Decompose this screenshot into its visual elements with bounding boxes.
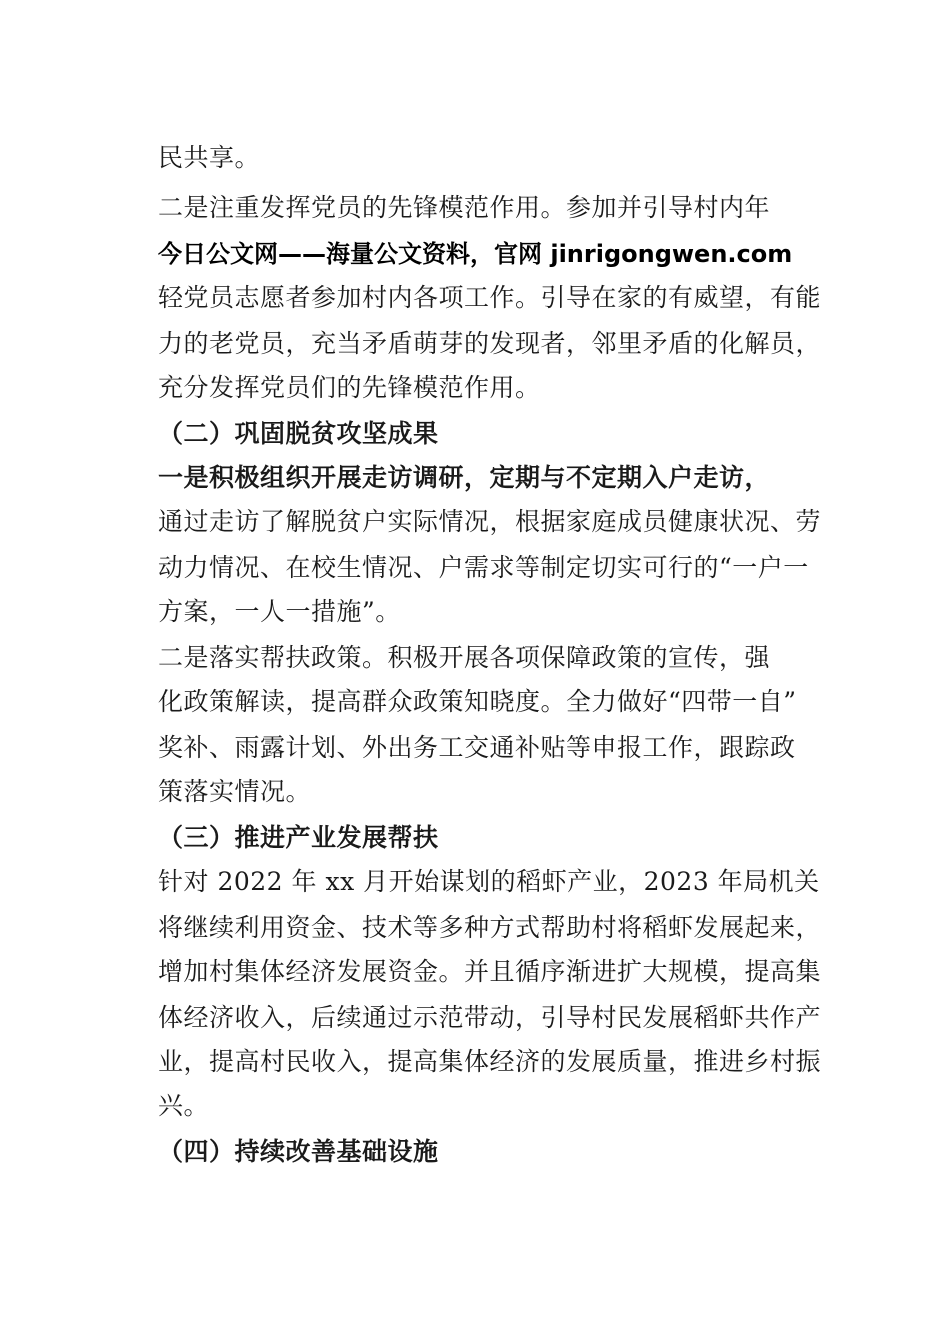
paragraph-line: 二是落实帮扶政策。积极开展各项保障政策的宣传，强 [158, 643, 771, 672]
paragraph-line: 业，提高村民收入，提高集体经济的发展质量，推进乡村振 [158, 1047, 822, 1076]
paragraph-line: 策落实情况。 [158, 777, 312, 806]
section-heading: （三）推进产业发展帮扶 [158, 823, 439, 852]
paragraph-line: 针对 2022 年 xx 月开始谋划的稻虾产业，2023 年局机关 [158, 867, 820, 896]
paragraph-line: 增加村集体经济发展资金。并且循序渐进扩大规模，提高集 [158, 957, 822, 986]
section-heading: （二）巩固脱贫攻坚成果 [158, 419, 439, 448]
paragraph-line: 民共享。 [158, 143, 261, 172]
paragraph-line: 二是注重发挥党员的先锋模范作用。参加并引导村内年 [158, 193, 771, 222]
paragraph-line: 一是积极组织开展走访调研，定期与不定期入户走访， [158, 463, 771, 492]
paragraph-line: 充分发挥党员们的先锋模范作用。 [158, 373, 541, 402]
paragraph-line: 兴。 [158, 1091, 210, 1120]
paragraph-line: 方案，一人一措施”。 [158, 597, 401, 626]
section-heading: （四）持续改善基础设施 [158, 1137, 439, 1166]
paragraph-line: 化政策解读，提高群众政策知晓度。全力做好“四带一自” [158, 687, 797, 716]
paragraph-line: 体经济收入，后续通过示范带动，引导村民发展稻虾共作产 [158, 1003, 822, 1032]
paragraph-line: 力的老党员，充当矛盾萌芽的发现者，邻里矛盾的化解员， [158, 329, 822, 358]
paragraph-line: 通过走访了解脱贫户实际情况，根据家庭成员健康状况、劳 [158, 507, 822, 536]
watermark-banner: 今日公文网——海量公文资料，官网 jinrigongwen.com [158, 240, 793, 268]
paragraph-line: 动力情况、在校生情况、户需求等制定切实可行的“一户一 [158, 553, 809, 582]
paragraph-line: 将继续利用资金、技术等多种方式帮助村将稻虾发展起来， [158, 913, 822, 942]
paragraph-line: 奖补、雨露计划、外出务工交通补贴等申报工作，跟踪政 [158, 733, 796, 762]
paragraph-line: 轻党员志愿者参加村内各项工作。引导在家的有威望，有能 [158, 283, 822, 312]
